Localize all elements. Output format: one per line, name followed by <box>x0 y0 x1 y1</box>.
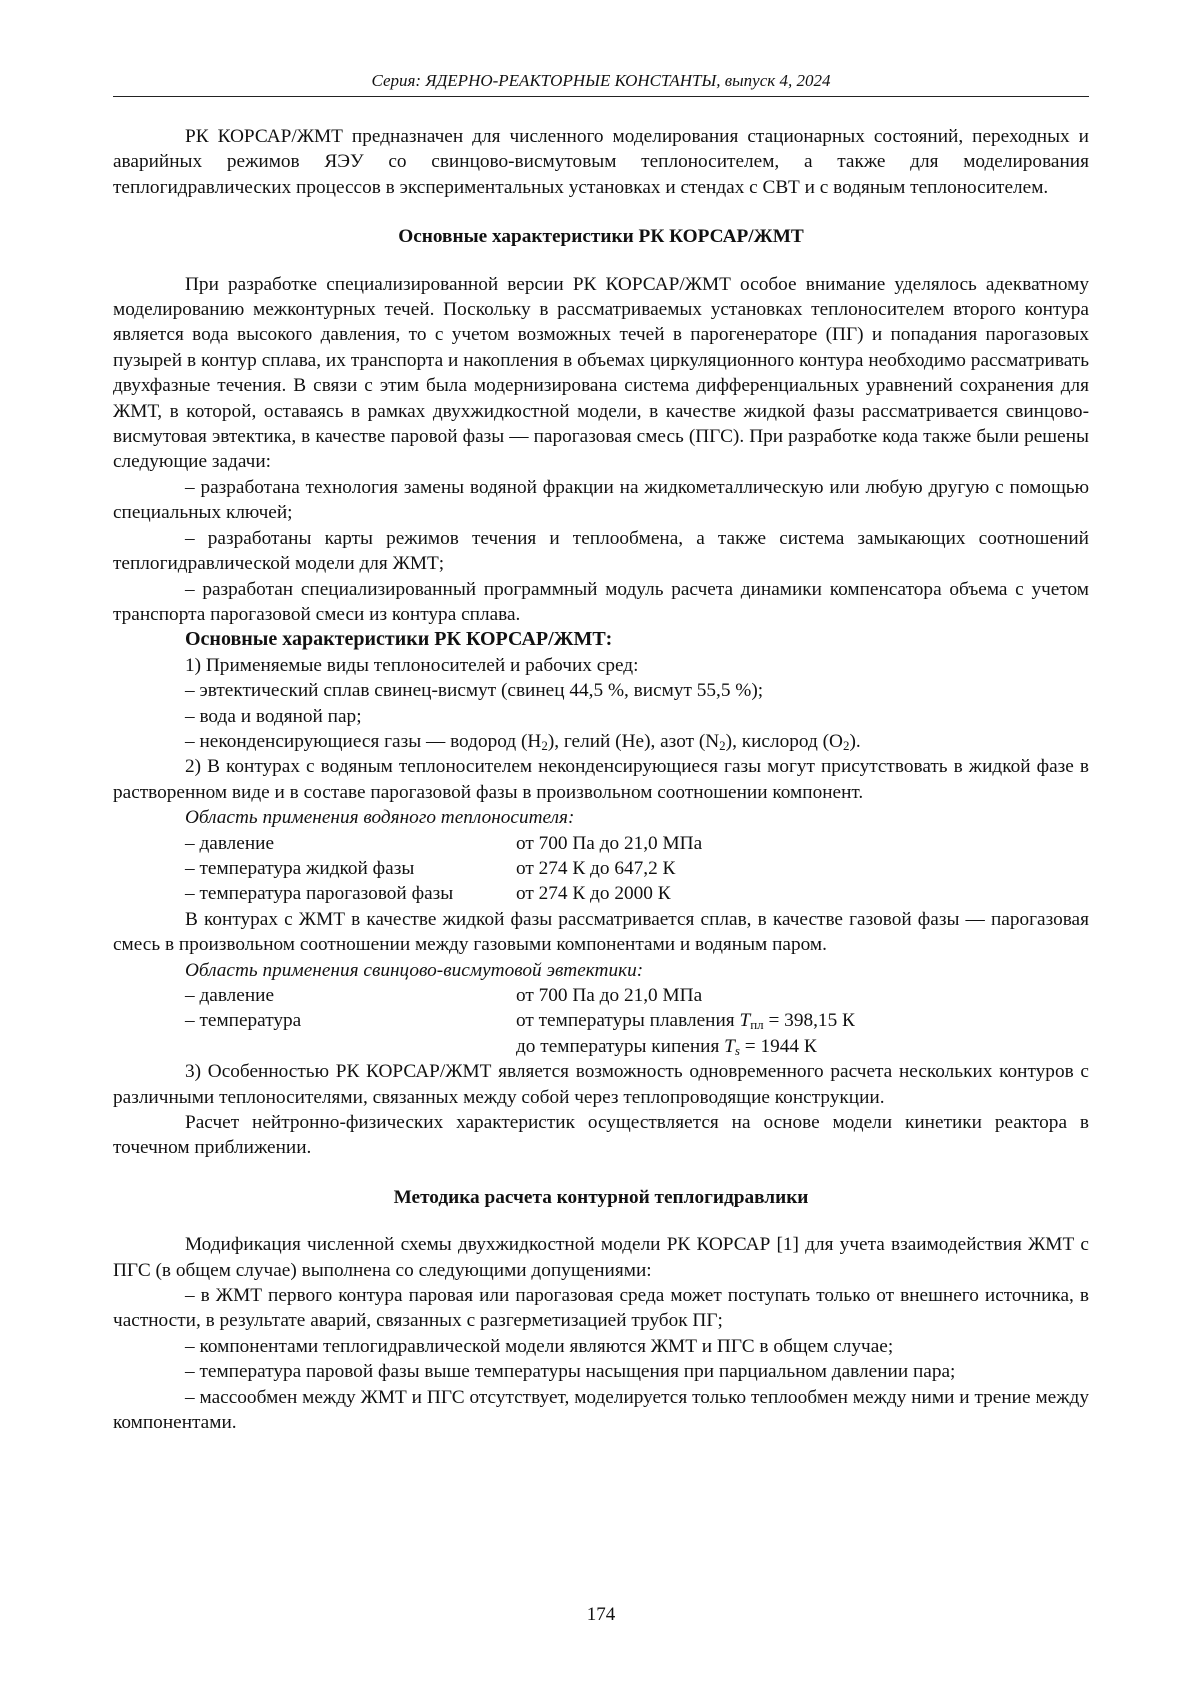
range-label: – температура парогазовой фазы <box>185 883 454 905</box>
assumption-item: – массообмен между ЖМТ и ПГС отсутствует, моделируется только теплообмен между ними и трение между компонентами. <box>113 1386 1089 1434</box>
task-item: – разработана технология замены водяной фракции на жидкометаллическую или любую другую с помощью специальных ключей; <box>113 476 1089 524</box>
range-row <box>113 1034 1089 1059</box>
gases-item: – неконденсирующиеся газы — водород $(H_2)$, гелий (He), азот $(N_2)$, кислород $(O_2)$. <box>185 730 861 753</box>
task-item: – разработан специализированный программный модуль расчета динамики компенсатора объема с учетом транспорта парогазовой смеси из контура сплава. <box>113 578 1089 625</box>
range-value: от 700 Па до 21,0 МПа <box>516 832 703 854</box>
section-heading-characteristics: Основные характеристики РК КОРСАР/ЖМТ <box>398 226 804 248</box>
header-rule <box>113 96 1089 97</box>
assumption-item: – температура паровой фазы выше температуры насыщения при парциальном давлении пара; <box>185 1361 956 1383</box>
development-paragraph: При разработке специализированной версии РК КОРСАР/ЖМТ особое внимание уделялось адекватному моделированию межконтурных течей. Поскольку в рассматриваемых установках теплоносителем второго контура является вода высокого давления, то с учетом возможных течей в парогенераторе (ПГ) и попадания парогазовых пузырей в контур сплава, их транспорта и накопления в объемах циркуляционного контура необходимо рассматривать двухфазные течения. В связи с этим была модернизирована система дифференциальных уравнений сохранения для ЖМТ, в которой, оставаясь в рамках двухжидкостной модели, в качестве жидкой фазы рассматривается свинцово-висмутовая эвтектика, в качестве паровой фазы — парогазовая смесь (ПГС). При разработке кода также были решены следующие задачи: <box>113 273 1089 473</box>
list-item-3: 3) Особенностью РК КОРСАР/ЖМТ является возможность одновременного расчета нескольких контуров с различными теплоносителями, связанных между собой через теплопроводящие конструкции. <box>113 1061 1089 1108</box>
section-heading-methodology: Методика расчета контурной теплогидравлики <box>393 1186 809 1208</box>
medium-item: – эвтектический сплав свинец-висмут (свинец 44,5 %, висмут 55,5 %); <box>185 680 764 702</box>
range-label: – температура <box>185 1010 302 1032</box>
range-label: – давление <box>185 832 275 854</box>
page-number: 174 <box>586 1604 616 1625</box>
range-row <box>113 856 1089 881</box>
task-item: – разработаны карты режимов течения и теплообмена, а также система замыкающих соотношений теплогидравлической модели для ЖМТ; <box>113 527 1089 575</box>
range-label: – давление <box>185 985 275 1006</box>
assumption-item: – в ЖМТ первого контура паровая или парогазовая среда может поступать только от внешнего источника, в частности, в результате аварий, связанных с разгерметизацией трубок ПГ; <box>113 1285 1089 1332</box>
medium-item: – вода и водяной пар; <box>185 705 362 727</box>
list-item-1: 1) Применяемые виды теплоносителей и рабочих сред: <box>185 654 639 676</box>
lbe-scope-title: Область применения свинцово-висмутовой эвтектики: <box>185 959 644 981</box>
page-content <box>113 124 1089 1436</box>
neutronics-paragraph: Расчет нейтронно-физических характеристик осуществляется на основе модели кинетики реактора в точечном приближении. <box>113 1112 1089 1159</box>
water-scope-title: Область применения водяного теплоносителя: <box>185 807 575 829</box>
range-row <box>113 983 1089 1008</box>
characteristics-subheading: Основные характеристики РК КОРСАР/ЖМТ: <box>185 628 613 651</box>
methodology-paragraph: Модификация численной схемы двухжидкостной модели РК КОРСАР [1] для учета взаимодействия ЖМТ с ПГС (в общем случае) выполнена со следующими допущениями: <box>113 1234 1089 1281</box>
intro-paragraph: РК КОРСАР/ЖМТ предназначен для численного моделирования стационарных состояний, переходных и аварийных режимов ЯЭУ со свинцово-висмутовым теплоносителем, а также для моделирования теплогидравлических процессов в экспериментальных установках и стендах с СВТ и с водяным теплоносителем. <box>113 126 1089 198</box>
hlm-paragraph: В контурах с ЖМТ в качестве жидкой фазы рассматривается сплав, в качестве газовой фазы — парогазовая смесь в произвольном соотношении между газовыми компонентами и водяным паром. <box>113 908 1089 956</box>
running-header: Серия: ЯДЕРНО-РЕАКТОРНЫЕ КОНСТАНТЫ, выпуск 4, 2024 <box>371 71 831 90</box>
range-value: от температуры плавления $T_{пл} = 398,15$ К <box>516 1010 855 1033</box>
range-row <box>113 1008 1089 1033</box>
range-row <box>113 881 1089 906</box>
range-label: – температура жидкой фазы <box>185 857 415 879</box>
range-row <box>113 831 1089 856</box>
list-item-2: 2) В контурах с водяным теплоносителем неконденсирующиеся газы могут присутствовать в жидкой фазе в растворенном виде и в составе парогазовой фазы в произвольном соотношении компонент. <box>113 756 1089 803</box>
range-value: от 700 Па до 21,0 МПа <box>516 985 703 1006</box>
range-value: до температуры кипения $T_s = 1944$ К <box>516 1035 817 1058</box>
range-value: от 274 К до 647,2 К <box>516 857 676 879</box>
range-value: от 274 К до 2000 К <box>516 883 671 905</box>
assumption-item: – компонентами теплогидравлической модели являются ЖМТ и ПГС в общем случае; <box>185 1335 894 1357</box>
